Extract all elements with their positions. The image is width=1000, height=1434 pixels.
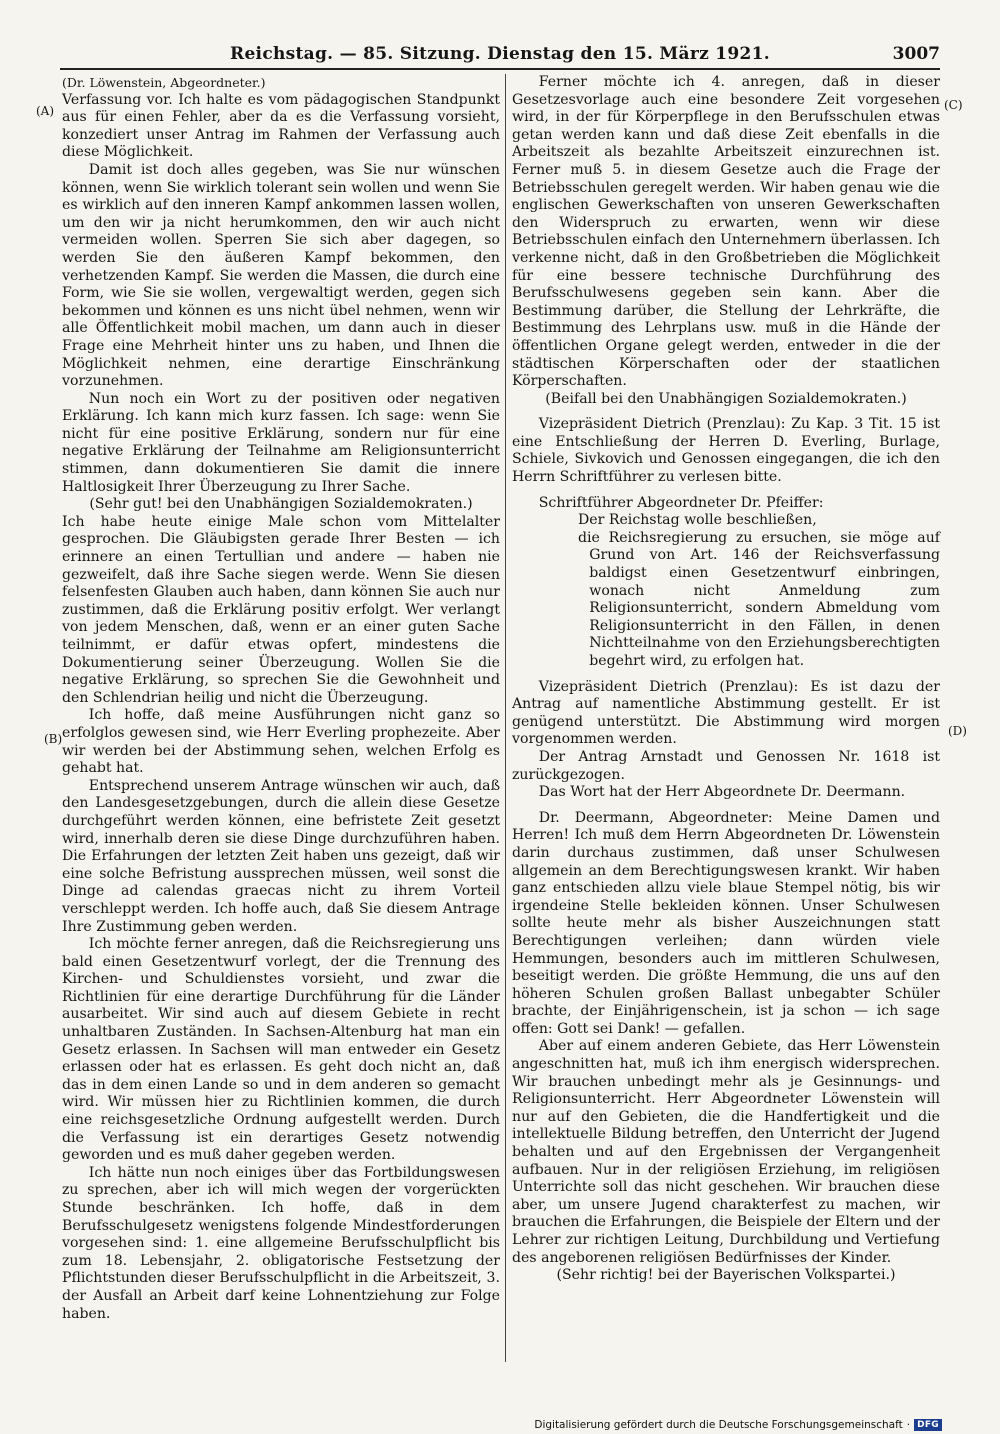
- paragraph: Vizepräsident Dietrich (Prenzlau): Es ist dazu der Antrag auf namentliche Abstimmung gestellt. Er ist genügend unterstützt. Die Abstimmung wird morgen vorgenommen werden.: [512, 678, 940, 748]
- running-header: [60, 44, 940, 70]
- right-column-part-1: [512, 74, 940, 512]
- dfg-logo-badge: DFG: [914, 1419, 942, 1431]
- margin-mark-d: (D): [948, 724, 967, 738]
- paragraph: Damit ist doch alles gegeben, was Sie nur wünschen können, wenn Sie wirklich tolerant sein wollen und wenn Sie es wirklich auf den inneren Kampf ankommen lassen wollen, um den wir ja nicht herumkommen, den wir auch nicht vermeiden wollen. Sperren Sie sich aber dagegen, so werden Sie den äußeren Kampf bekommen, den verhetzenden Kampf. Sie werden die Massen, die durch eine Form, wie Sie sie wollen, vergewaltigt werden, gegen sich bekommen und können es uns nicht übel nehmen, wenn wir alle Öffentlichkeit mobil machen, um dann auch in dieser Frage eine Mehrheit hinter uns zu haben, und Ihnen die Möglichkeit nehmen, eine derartige Einschränkung vorzunehmen.: [62, 161, 500, 390]
- margin-mark-b: (B): [44, 732, 63, 746]
- paragraph: Das Wort hat der Herr Abgeordnete Dr. Deermann.: [538, 784, 906, 801]
- paragraph: Schriftführer Abgeordneter Dr. Pfeiffer:: [538, 494, 824, 511]
- paragraph: Ich hoffe, daß meine Ausführungen nicht ganz so erfolglos gewesen sind, wie Herr Everling prophezeite. Aber wir werden bei der Abstimmung sehen, welchen Erfolg es gehabt hat.: [62, 707, 500, 777]
- paragraph: Ich hätte nun noch einiges über das Fortbildungswesen zu sprechen, aber ich will mich wegen der vorgerückten Stunde beschränken. Ich hoffe, daß in dem Berufsschulgesetz wenigstens folgende Mindestforderungen vorgesehen sind: 1. eine allgemeine Berufsschulpflicht bis zum 18. Lebensjahr, 2. obligatorische Festsetzung der Pflichtstunden dieser Berufsschulpflicht in die Arbeitszeit, 3. der Ausfall an Arbeit darf keine Lohnentziehung zur Folge haben.: [62, 1164, 500, 1322]
- paragraph: Der Antrag Arnstadt und Genossen Nr. 1618 ist zurückgezogen.: [512, 748, 940, 783]
- dfg-logo: ·: [906, 1419, 911, 1431]
- resolution-line: Der Reichstag wolle beschließen,: [578, 512, 817, 529]
- paragraph: Dr. Deermann, Abgeordneter: Meine Damen und Herren! Ich muß dem Herrn Abgeordneten Dr. Löwenstein darin durchaus zustimmen, daß unser Schulwesen allgemein an dem Berechtigungswesen krankt. Wir haben ganz entschieden allzu viele blaue Stempel nötig, bis wir irgendeine Stelle bekleiden können. Unser Schulwesen sollte heute mehr als bisher Auszeichnungen statt Berechtigungen verleihen; dann würden viele Hemmungen, besonders auch im mittleren Schulwesen, beseitigt werden. Die größte Hemmung, die uns auf den höheren Schulen großen Ballast unbegabter Schüler brachte, der Einjährigenschein, ist ja schon — ich sage offen: Gott sei Dank! — gefallen.: [512, 809, 940, 1037]
- column-divider: [505, 74, 506, 1362]
- paragraph: Entsprechend unserem Antrage wünschen wir auch, daß den Landesgesetzgebungen, durch die allein diese Gesetze durchgeführt werden können, eine befristete Zeit gesetzt wird, innerhalb deren sie diese Dinge durchzuführen haben. Die Erfahrungen der letzten Zeit haben uns gezeigt, daß wir eine solche Befristung aussprechen müssen, weil sonst die Dinge ad calendas graecas nicht zu ihrem Vorteil verschleppt werden. Ich hoffe auch, daß Sie diesem Antrage Ihre Zustimmung geben werden.: [62, 777, 500, 935]
- resolution-text: [512, 512, 940, 670]
- paragraph: Ich habe heute einige Male schon vom Mittelalter gesprochen. Die Gläubigsten gerade Ihrer Besten — ich erinnere an einen Tertullian und andere — haben nie gezweifelt, daß ihre Sache siegen werde. Wenn Sie diesen felsenfesten Glauben auch haben, dann können Sie auch nur zustimmen, daß die Erklärung positiv erfolgt. Wer verlangt von jedem Menschen, daß, wenn er an einer guten Sache teilnimmt, er dafür etwas opfert, mindestens die Dokumentierung seiner Überzeugung. Wollen Sie die negative Erklärung, so sprechen Sie die Gewohnheit und den Schlendrian heilig und nicht die Überzeugung.: [62, 513, 500, 706]
- right-column: [512, 74, 940, 1285]
- paragraph: (Sehr gut! bei den Unabhängigen Sozialdemokraten.): [89, 496, 473, 513]
- paragraph: (Dr. Löwenstein, Abgeordneter.): [62, 75, 266, 90]
- paragraph: Ich möchte ferner anregen, daß die Reichsregierung uns bald einen Gesetzentwurf vorlegt, der die Trennung des Kirchen- und Schuldienstes vorsieht, und zwar die Richtlinien für eine derartige Durchführung für die Länder ausarbeitet. Wir sind auch auf diesem Gebiete in recht unhaltbaren Zuständen. In Sachsen-Altenburg hat man ein Gesetz erlassen. In Sachsen will man entweder ein Gesetz erlassen oder hat es erlassen. Es geht doch nicht an, daß das in dem einen Lande so und in dem anderen so gemacht wird. Wir müssen hier zu Richtlinien kommen, die durch eine reichsgesetzliche Ordnung aufgestellt werden. Durch die Verfassung ist ein derartiges Gesetz notwendig geworden und es muß daher gegeben werden.: [62, 936, 500, 1164]
- margin-mark-c: (C): [944, 98, 963, 112]
- left-column: [62, 74, 500, 1323]
- paragraph: Nun noch ein Wort zu der positiven oder negativen Erklärung. Ich kann mich kurz fassen. Ich sage: wenn Sie nicht für eine positive Erklärung, sondern nur für eine negative Erklärung der Teilnahme am Religionsunterricht stimmen, dann dokumentieren Sie damit die innere Haltlosigkeit Ihrer Überzeugung zu Ihrer Sache.: [62, 390, 500, 495]
- credit-text: Digitalisierung gefördert durch die Deutsche Forschungsgemeinschaft: [534, 1419, 903, 1431]
- resolution-line: die Reichsregierung zu ersuchen, sie möge auf Grund von Art. 146 der Reichsverfassung baldigst einen Gesetzentwurf einbringen, wonach nicht Anmeldung zum Religionsunterricht, sondern Abmeldung vom Religionsunterricht in den Fällen, in denen Nichtteilnahme von den Erziehungsberechtigten begehrt wird, zu erfolgen hat.: [578, 529, 940, 669]
- paragraph: (Beifall bei den Unabhängigen Sozialdemokraten.): [545, 390, 907, 407]
- paragraph: Aber auf einem anderen Gebiete, das Herr Löwenstein angeschnitten hat, muß ich ihm energisch widersprechen. Wir brauchen unbedingt mehr als je Gesinnungs- und Religionsunterricht. Herr Abgeordneter Löwenstein will nur auf den Gebieten, die die Handfertigkeit und die intellektuelle Bildung betreffen, den Unterricht der Jugend behalten und auf den Ergebnissen der Vergangenheit aufbauen. Nur in der religiösen Erziehung, im religiösen Unterrichte soll das nicht geschehen. Wir brauchen diese aber, um unsere Jugend charakterfest zu machen, wir brauchen die Erfahrungen, die Beispiele der Eltern und der Lehrer zur richtigen Leitung, Durchbildung und Vertiefung des angeborenen religiösen Bedürfnisses der Kinder.: [512, 1038, 940, 1266]
- paragraph: Ferner möchte ich 4. anregen, daß in dieser Gesetzesvorlage auch eine besondere Zeit vorgesehen wird, in der für Körperpflege in den Berufsschulen etwas getan werden kann und daß diese Zeit ebenfalls in die Arbeitszeit als bezahlte Arbeitszeit einzurechnen ist. Ferner muß 5. in diesem Gesetze auch die Frage der Betriebsschulen geregelt werden. Wir haben genau wie die englischen Gewerkschaften von unseren Gewerkschaften den Widerspruch zu erwarten, wenn wir diese Betriebsschulen einfach den Unternehmern überlassen. Ich verkenne nicht, daß in den Großbetrieben die Möglichkeit für eine bessere technische Durchführung des Berufsschulwesens gegeben sein kann. Aber die Bestimmung darüber, die Stellung der Lehrkräfte, die Bestimmung des Lehrplans usw. muß in die Hände der öffentlichen Organe gelegt werden, entweder in die der städtischen Körperschaften oder der staatlichen Körperschaften.: [512, 74, 940, 390]
- page-number: 3007: [892, 44, 940, 64]
- paragraph: (Sehr richtig! bei der Bayerischen Volkspartei.): [556, 1267, 896, 1284]
- paragraph: Vizepräsident Dietrich (Prenzlau): Zu Kap. 3 Tit. 15 ist eine Entschließung der Herren D. Everling, Burlage, Schiele, Sivkovich und Genossen eingegangen, die ich den Herrn Schriftführer zu verlesen bitte.: [512, 416, 940, 486]
- digitization-credit: [534, 1419, 942, 1431]
- right-column-part-2: [512, 679, 940, 1285]
- running-title: Reichstag. — 85. Sitzung. Dienstag den 15. März 1921.: [230, 44, 770, 64]
- margin-mark-a: (A): [36, 104, 55, 118]
- paragraph: Verfassung vor. Ich halte es vom pädagogischen Standpunkt aus für einen Fehler, aber da es die Verfassung vorsieht, konzediert unser Antrag im Rahmen der Verfassung auch diese Möglichkeit.: [62, 91, 500, 161]
